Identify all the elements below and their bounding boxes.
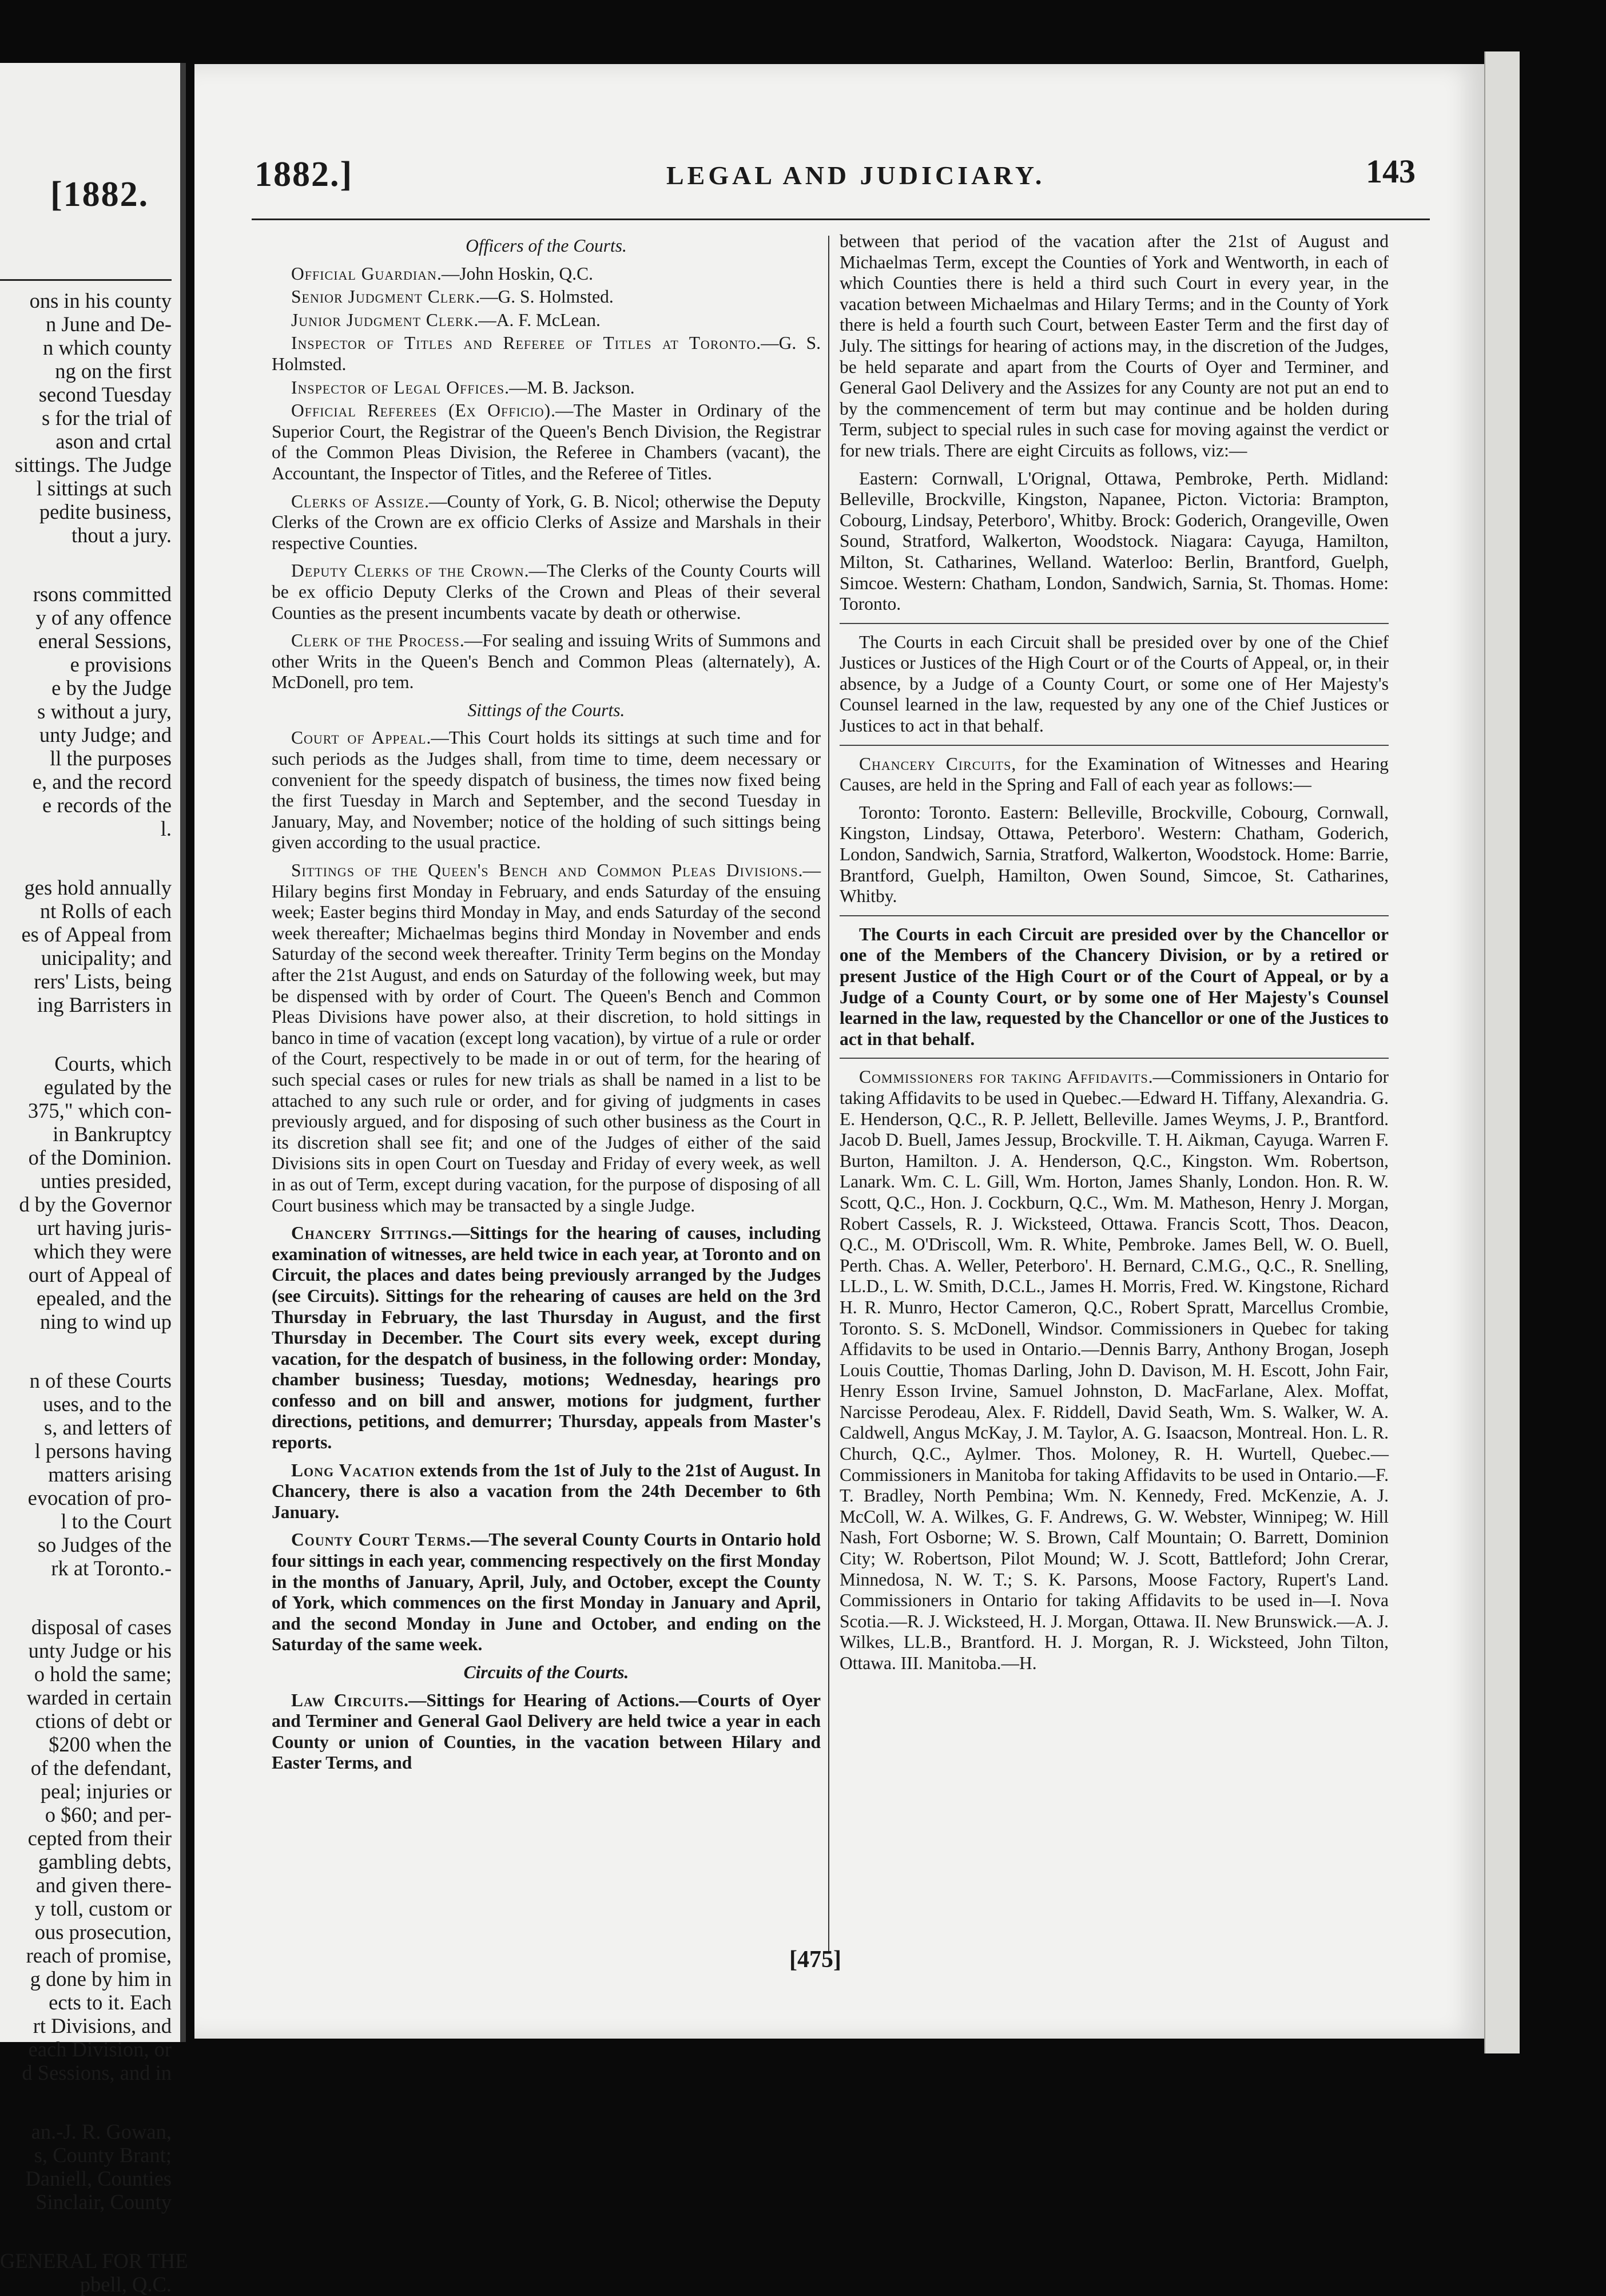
facing-page-line: rsons committed — [33, 582, 172, 606]
officer-entry: Junior Judgment Clerk.—A. F. McLean. — [291, 309, 601, 330]
assize-para: Clerks of Assize.—County of York, G. B. Nicol; otherwise the Deputy Clerks of the Crown are ex officio Clerks of Assize and Marshals in their respective Counties. — [272, 491, 821, 553]
facing-page-line: o hold the same; — [34, 1662, 172, 1686]
facing-page-line — [0, 1580, 172, 1615]
facing-page-line: es of Appeal from — [21, 923, 172, 946]
referees-para: Official Referees (Ex Officio).—The Master in Ordinary of the Superior Court, the Registrar of the Queen's Bench Division, the Registrar of the Common Pleas Division, the Referee in Chambers (vacant), the Accountant, the Inspector of Titles, and the Referee of Titles. — [272, 400, 821, 483]
facing-page-line: ing Barristers in — [37, 993, 172, 1016]
chancery-sittings-para: Chancery Sittings.—Sittings for the hearing of causes, including examination of witnesses, are held twice in each year, at Toronto and on Circuit, the places and dates being previously arranged by the Judges (see Circuits). Sittings for the rehearing of causes are held on the 3rd Thursday in February, the last Thursday in August, and the first Thursday in December. The Court sits every week, except during vacation, for the despatch of business, in the following order: Monday, chamber business; Tuesday, motions; Wednesday, hearings pro confesso and on bill and answer, motions for judgment, further directions, petitions, and demurrer; Thursday, appeals from Master's reports. — [272, 1223, 821, 1453]
sittings-heading: Sittings of the Courts. — [467, 700, 625, 720]
facing-page-line: egulated by the — [44, 1075, 172, 1099]
facing-page-line: n of these Courts — [29, 1369, 172, 1392]
facing-page-line: ges hold annually — [24, 876, 172, 899]
facing-page-line: disposal of cases — [31, 1615, 172, 1639]
facing-page-line: e records of the — [42, 793, 172, 817]
facing-page-line: ning to wind up — [39, 1310, 172, 1333]
facing-page-line: ous prosecution, — [34, 1920, 172, 1944]
column-rule — [828, 236, 829, 1952]
chancery-towns-para: Toronto: Toronto. Eastern: Belleville, Brockville, Cobourg, Cornwall, Kingston, Lindsay, Ottawa, Peterboro'. Western: Chatham, Goderich, London, Sandwich, Sarnia, Stratford, Walkerton, Woodstock. Home: Barrie, Brantford, Guelph, Hamilton, Owen Sound, Simcoe, St. Catharines, Whitby. — [840, 802, 1389, 907]
facing-page-line: pbell, Q.C. — [79, 2273, 172, 2296]
running-head-title: LEGAL AND JUDICIARY. — [666, 161, 1046, 190]
facing-page-line — [0, 840, 172, 876]
circuits-heading: Circuits of the Courts. — [463, 1662, 629, 1682]
facing-page-line: of the Dominion. — [28, 1146, 172, 1169]
facing-page-line: gambling debts, — [38, 1850, 172, 1873]
facing-page-line: unicipality; and — [41, 946, 172, 970]
facing-page-line: ng on the first — [55, 359, 172, 383]
facing-page-line: rk at Toronto.- — [51, 1556, 172, 1580]
chancery-presiding-para: The Courts in each Circuit are presided over by the Chancellor or one of the Members of the Chancery Division, or by a retired or present Justice of the High Court or of the Court of Appeal, or by a Judge of a County Court, or by some one of Her Majesty's Counsel learned in the law, requested by the Chancellor or one of the Justices to act in that behalf. — [840, 924, 1389, 1049]
process-clerk-para: Clerk of the Process.—For sealing and issuing Writs of Summons and other Writs in the Queen's Bench and Common Pleas (alternately), A. McDonell, pro tem. — [272, 630, 821, 693]
facing-page-line: ll the purposes — [50, 746, 172, 770]
long-vacation-para: Long Vacation extends from the 1st of July to the 21st of August. In Chancery, there is also a vacation from the 24th December to 6th January. — [272, 1460, 821, 1522]
facing-page-line: d Sessions, and in — [22, 2061, 172, 2084]
facing-page-line: ons in his county — [29, 289, 172, 312]
column-right — [840, 231, 1389, 1681]
facing-page-line: epealed, and the — [36, 1286, 172, 1310]
facing-page-line: cepted from their — [27, 1826, 172, 1850]
facing-page-line: which they were — [33, 1240, 172, 1263]
chancery-circuits-para: Chancery Circuits, for the Examination of Witnesses and Hearing Causes, are held in the Spring and Fall of each year as follows:— — [840, 753, 1389, 795]
facing-page-line: matters arising — [48, 1463, 172, 1486]
facing-page-line: s, County Brant; — [34, 2143, 172, 2167]
facing-page-line: y of any offence — [35, 606, 172, 629]
facing-page-year: [1882. — [50, 175, 149, 214]
facing-page-line: ctions of debt or — [35, 1709, 172, 1733]
circuit-presiding-para: The Courts in each Circuit shall be presided over by one of the Chief Justices or Justices of the High Court or of the Courts of Appeal, or, in their absence, by a Judge of a County Court, or some one of Her Majesty's Counsel learned in the law, requested by any one of the Chief Justices or Justices to act in that behalf. — [840, 631, 1389, 736]
facing-page-line: y toll, custom or — [34, 1897, 172, 1920]
facing-page-line: unty Judge or his — [28, 1639, 172, 1662]
facing-page-line: in Bankruptcy — [53, 1122, 172, 1146]
facing-page-line: eneral Sessions, — [38, 629, 172, 653]
facing-page-line: l sittings at such — [36, 476, 172, 500]
facing-page-line: s, and letters of — [44, 1416, 172, 1439]
facing-page-line: o $60; and per- — [45, 1803, 172, 1826]
facing-page-line: e, and the record — [32, 770, 172, 793]
facing-page-line: so Judges of the — [37, 1533, 172, 1556]
officer-entry: Inspector of Titles and Referee of Titles at Toronto.—G. S. Holmsted. — [272, 333, 821, 374]
section-divider — [840, 1058, 1389, 1059]
facing-page-line: d by the Governor — [19, 1193, 172, 1216]
facing-page-line: reach of promise, — [26, 1944, 172, 1967]
facing-page — [0, 63, 188, 2296]
facing-page-text — [0, 289, 188, 2296]
facing-page-line: l persons having — [34, 1439, 172, 1463]
running-head-year: 1882.] — [255, 155, 353, 194]
facing-page-line: s without a jury, — [37, 700, 172, 723]
officer-entry: Official Guardian.—John Hoskin, Q.C. — [291, 263, 593, 284]
page-number: 143 — [1366, 153, 1416, 190]
facing-page-line: warded in certain — [26, 1686, 172, 1709]
facing-page-line: an.-J. R. Gowan, — [31, 2120, 172, 2143]
running-head — [255, 153, 1416, 200]
facing-page-line: GENERAL FOR THE — [0, 2249, 188, 2273]
facing-page-line: ason and crtal — [55, 430, 172, 453]
queens-bench-para: Sittings of the Queen's Bench and Common Pleas Divisions.—Hilary begins first Monday in February, and ends Saturday of the ensuing week; Easter begins third Monday in May, and ends Saturday of the second week thereafter; Michaelmas begins third Monday in November and ends Saturday of the second week thereafter. Trinity Term begins on the Monday after the 21st August, and ends on Saturday of the following week, but may be dispensed with by order of Court. The Queen's Bench and Common Pleas Divisions have power also, at their discretion, to hold sittings in banco in time of vacation (except long vacation), by virtue of a rule or order of the Court, respectively to be made in or out of term, for the hearing of such special cases or rules for new trials as shall be named in a list to be attached to any such rule or order, and for giving of judgments in cases previously argued, and for disposing of such other business as the Court in its discretion shall see fit; and one of the Judges of either of the said Divisions sits in open Court on Tuesday and Friday of every week, as well in as out of Term, except during vacation, for the purpose of disposing of all Court business which may be transacted by a single Judge. — [272, 860, 821, 1215]
circuits-list-para: Eastern: Cornwall, L'Orignal, Ottawa, Pembroke, Perth. Midland: Belleville, Brockville, Kingston, Napanee, Picton. Victoria: Brampton, Cobourg, Lindsay, Peterboro', Whitby. Brock: Goderich, Orangeville, Owen Sound, Stratford, Walkerton, Woodstock. Niagara: Cayuga, Hamilton, Milton, St. Catharines, Welland. Waterloo: Berlin, Brantford, Guelph, Simcoe. Western: Chatham, London, Sandwich, Sarnia, St. Thomas. Home: Toronto. — [840, 468, 1389, 614]
officers-list — [272, 264, 821, 399]
facing-page-line: Daniell, Counties — [25, 2167, 172, 2190]
facing-page-line — [0, 1333, 172, 1369]
facing-page-line: ourt of Appeal of — [28, 1263, 172, 1286]
facing-page-line — [0, 1016, 172, 1052]
book-page — [194, 64, 1484, 2039]
facing-page-line: nt Rolls of each — [39, 899, 172, 923]
facing-page-line: and given there- — [35, 1873, 172, 1897]
facing-page-line: urt having juris- — [37, 1216, 172, 1240]
facing-page-line: rt Divisions, and — [33, 2014, 172, 2037]
page-footer-number: [475] — [789, 1947, 841, 1973]
affidavits-para: Commissioners for taking Affidavits.—Commissioners in Ontario for taking Affidavits to be used in Quebec.—Edward H. Tiffany, Alexandria. G. E. Henderson, Q.C., R. P. Jellett, Belleville. James Weyms, J. P., Brantford. Jacob D. Buell, James Jessup, Brockville. T. H. Aikman, Cayuga. Warren F. Burton, Hamilton. J. A. Henderson, Q.C., Kingston. Wm. Robertson, Lanark. Wm. C. L. Gill, Wm. Horton, James Shanly, London. Hon. R. W. Scott, Q.C., Hon. J. Cockburn, Q.C., Wm. M. Matheson, Henry J. Morgan, Robert Cassels, R. J. Wicksteed, Ottawa. Francis Scott, Thos. Deacon, Q.C., M. O'Driscoll, Wm. R. White, Pembroke. James Bell, W. O. Buell, Perth. Chas. A. Weller, Peterboro'. H. Bernard, C.M.G., Q.C., R. Snelling, LL.D., L. W. Smith, D.C.L., James H. Morris, Fred. W. Kingstone, Richard H. R. Munro, Hector Cameron, Q.C., Robert Spratt, Marcellus Crombie, Toronto. S. S. McDonell, Windsor. Commissioners in Quebec for taking Affidavits to be used in Ontario.—Dennis Barry, Anthony Brogan, Joseph Louis Couttie, Thomas Darling, John D. Davison, M. H. Escott, John Fair, Henry Esson Irvine, Samuel Johnston, D. MacFarlane, Alex. Moffat, Narcisse Perodeau, Alex. F. Riddell, David Seath, Wm. S. Walker, W. A. Caldwell, Angus McKay, J. M. Taylor, A. G. Isaacson, Montreal. Hon. L. R. Church, Q.C., Aylmer. Thos. Moloney, R. H. Wurtell, Quebec.—Commissioners in Manitoba for taking Affidavits to be used in Ontario.—F. T. Bradley, North Pembina; Wm. N. Kennedy, Fred. McKenzie, A. J. McColl, W. A. Wilkes, G. F. Andrews, G. W. Webster, Winnipeg; W. Hill Nash, Fort Osborne; W. S. Brown, Calf Mountain; O. Barrett, Dominion City; W. Robertson, Pilot Mound; W. J. Scott, Battleford; John Crerar, Minnedosa, N. W. T.; S. K. Parsons, Moose Factory, Rupert's Land. Commissioners in Ontario for taking Affidavits to be used in—I. Nova Scotia.—R. J. Wicksteed, H. J. Morgan, Ottawa. II. New Brunswick.—A. J. Wilkes, LL.B., Brantford. H. J. Morgan, R. J. Wicksteed, John Tilton, Ottawa. III. Manitoba.—H. — [840, 1067, 1389, 1673]
facing-page-line: n June and De- — [46, 312, 172, 336]
facing-page-line — [0, 2214, 172, 2249]
facing-page-line: e provisions — [70, 653, 172, 676]
section-divider — [840, 745, 1389, 746]
facing-page-line: thout a jury. — [71, 523, 172, 547]
law-circuits-para: Law Circuits.—Sittings for Hearing of Actions.—Courts of Oyer and Terminer and General Gaol Delivery are held twice a year in each County or union of Counties, in the vacation between Hilary and Easter Terms, and — [272, 1690, 821, 1773]
facing-page-line: ects to it. Each — [49, 1991, 172, 2014]
facing-page-line: each Division, or — [28, 2037, 172, 2061]
circuits-continued-para: between that period of the vacation after the 21st of August and Michaelmas Term, except the Counties of York and Wentworth, in each of which Counties there is held a third such Court in every year, in the vacation between Michaelmas and Hilary Terms; and in the County of York there is held a fourth such Court, between Easter Term and the first day of July. The sittings for hearing of actions may, in the discretion of the Judges, be held separate and apart from the Courts of Oyer and Terminer, and General Gaol Delivery and the Assizes for any County are not put an end to by the commencement of term but may continue and be holden during Term, subject to special rules in such case for moving against the verdict or for new trials. There are eight Circuits as follows, viz:— — [840, 231, 1389, 460]
facing-page-line: g done by him in — [30, 1967, 172, 1991]
facing-page-line: s for the trial of — [41, 406, 172, 430]
officer-entry: Senior Judgment Clerk.—G. S. Holmsted. — [291, 287, 614, 307]
facing-page-line: n which county — [42, 336, 172, 359]
court-of-appeal-para: Court of Appeal.—This Court holds its sittings at such time and for such periods as the Judges shall, from time to time, deem necessary or convenient for the speedy dispatch of business, the times now fixed being the first Tuesday in March and September, and the second Tuesday in January, May, and November; notice of the holding of such sittings being given according to the usual practice. — [272, 728, 821, 853]
header-rule — [252, 219, 1430, 220]
facing-page-line: unties presided, — [40, 1169, 172, 1193]
facing-page-line: Courts, which — [54, 1052, 172, 1075]
officer-entry: Inspector of Legal Offices.—M. B. Jackson. — [291, 377, 635, 398]
facing-page-line: 375," which con- — [27, 1099, 172, 1122]
facing-page-line — [0, 2084, 172, 2120]
facing-page-line: sittings. The Judge — [14, 453, 172, 476]
column-left — [272, 236, 821, 1781]
facing-page-line: e by the Judge — [51, 676, 172, 700]
facing-page-line: evocation of pro- — [27, 1486, 172, 1510]
deputy-clerks-para: Deputy Clerks of the Crown.—The Clerks of the County Courts will be ex officio Deputy Clerks of the Crown and Pleas of their several Counties as the present incumbents vacate by death or otherwise. — [272, 561, 821, 623]
facing-page-line: l. — [160, 817, 172, 840]
facing-page-line: of the defendant, — [30, 1756, 172, 1779]
section-divider — [840, 623, 1389, 624]
facing-page-line: l to the Court — [61, 1510, 172, 1533]
facing-page-line: uses, and to the — [42, 1392, 172, 1416]
facing-page-line: pedite business, — [39, 500, 172, 523]
section-divider — [840, 915, 1389, 916]
facing-page-line: $200 when the — [49, 1733, 172, 1756]
officers-heading: Officers of the Courts. — [466, 236, 627, 256]
facing-page-line: second Tuesday — [38, 383, 172, 406]
facing-page-line: Sinclair, County — [35, 2190, 172, 2214]
facing-page-rule — [0, 279, 172, 281]
page-edge — [1484, 51, 1520, 2053]
facing-page-line — [0, 547, 172, 582]
facing-page-line: unty Judge; and — [39, 723, 172, 746]
facing-page-line: peal; injuries or — [40, 1779, 172, 1803]
facing-page-line: rers' Lists, being — [34, 970, 172, 993]
county-court-terms-para: County Court Terms.—The several County Courts in Ontario hold four sittings in each year, commencing respectively on the first Monday in the months of January, April, July, and October, except the County of York, which commences on the first Monday in January and April, and the second Monday in June and October, and ending on the Saturday of the same week. — [272, 1530, 821, 1655]
